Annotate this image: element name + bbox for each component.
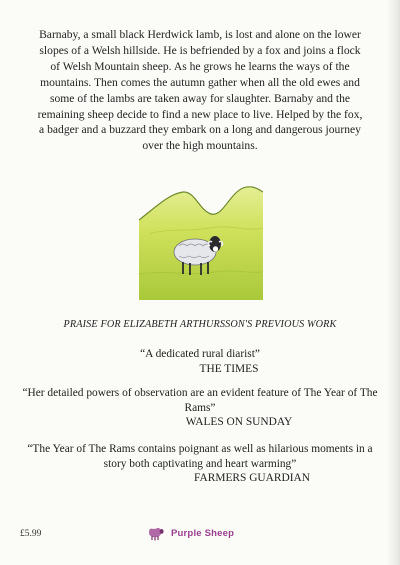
price-label: £5.99 [20,529,42,539]
purple-sheep-logo-icon [147,524,165,542]
review-quote [20,347,380,376]
review-quote-text: “Her detailed powers of observation are an evident feature of The Year of The Rams” [22,387,378,414]
review-source: FARMERS GUARDIAN [194,472,310,485]
publisher-logo [147,521,234,545]
review-quote-text: “A dedicated rural diarist” [140,348,260,360]
page-edge-shadow [386,0,400,565]
review-source: WALES ON SUNDAY [185,416,293,429]
blurb-text: Barnaby, a small black Herdwick lamb, is lost and alone on the lower slopes of a Welsh hillside. He is befriended by a fox and joins a flock of Welsh Mountain sheep. As he grows he learns the ways of the mountains. Then comes the autumn gather when all the old ewes and some of the lambs are taken away for slaughter. Barnaby and the remaining sheep decide to find a new place to live. Helped by the fox, a badger and a buzzard they embark on a long and dangerous journey over the high mountains. [37,28,363,153]
review-source: THE TIMES [199,362,259,375]
review-quote [20,386,380,430]
publisher-name: Purple Sheep [171,527,235,539]
praise-heading: PRAISE FOR ELIZABETH ARTHURSSON'S PREVIOUS WORK [63,319,337,330]
review-quote [20,442,380,486]
sheep-illustration [139,176,263,300]
review-quote-text: “The Year of The Rams contains poignant as well as hilarious moments in a story both captivating and heart warming” [27,443,373,470]
